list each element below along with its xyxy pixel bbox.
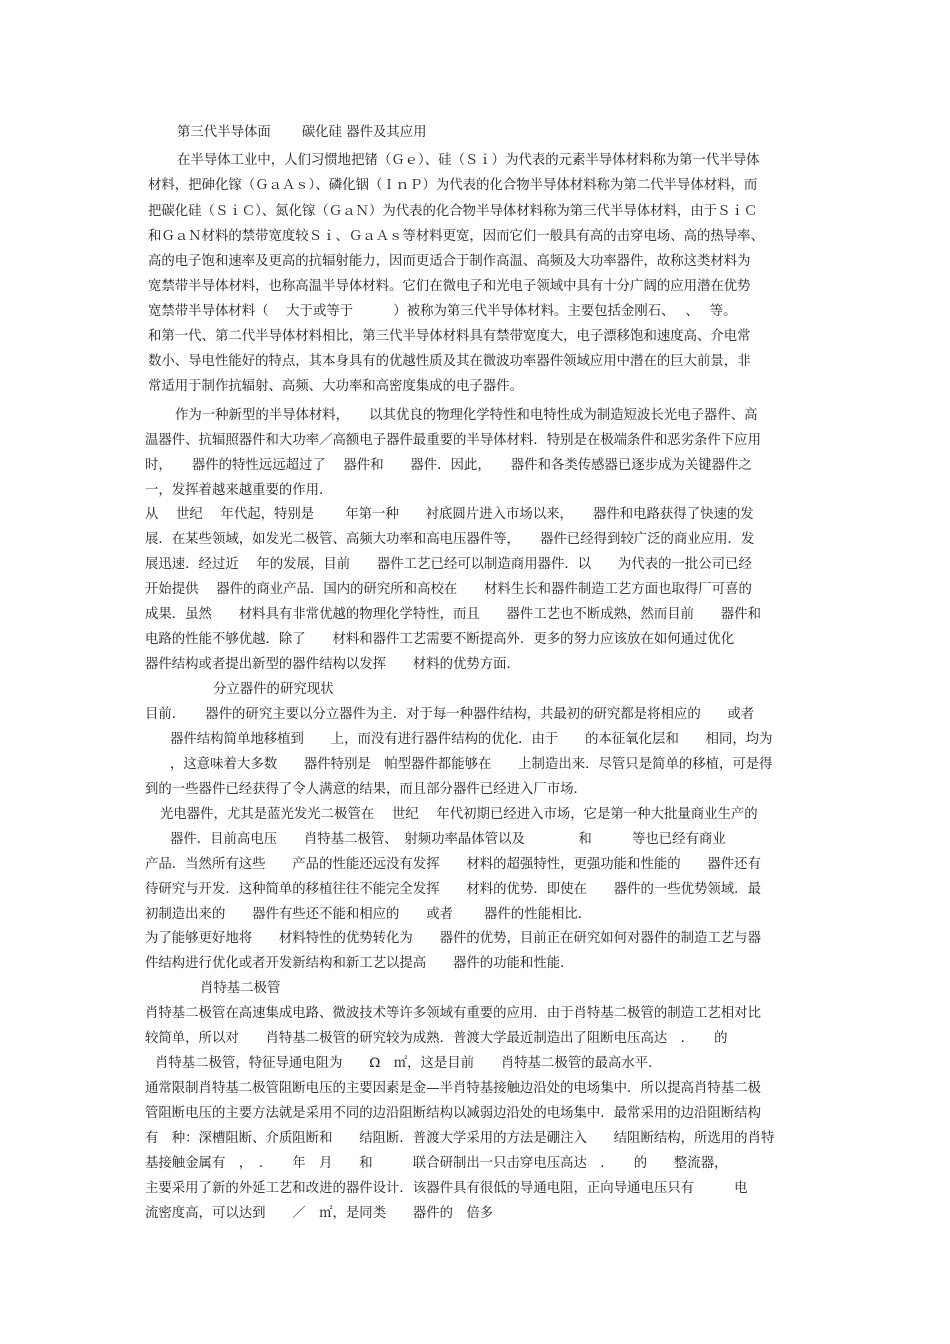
paragraph-line: 通常限制肖特基二极管阻断电压的主要因素是金—半肖特基接触边沿处的电场集中．所以提高肖特基二极 bbox=[145, 1081, 761, 1096]
paragraph-line: 作为一种新型的半导体材料， 以其优良的物理化学特性和电特性成为制造短波长光电子器件、高 bbox=[175, 408, 758, 423]
paragraph-line: 常适用于制作抗辐射、高频、大功率和高密度集成的电子器件。 bbox=[148, 379, 523, 394]
paragraph-line: 从 世纪 年代起，特别是 年第一种 衬底圆片进入市场以来， 器件和电路获得了快速的发 bbox=[145, 507, 754, 522]
paragraph-line: 展迅速．经过近 年的发展，目前 器件工艺已经可以制造商用器件．以 为代表的一批公司已经 bbox=[145, 557, 752, 572]
paragraph-line: 产品．当然所有这些 产品的性能还远没有发挥 材料的超强特性，更强功能和性能的 器件还有 bbox=[145, 857, 761, 872]
paragraph-line: 和第一代、第二代半导体材料相比，第三代半导体材料具有禁带宽度大，电子漂移饱和速度高、介电常 bbox=[148, 329, 751, 344]
paragraph-line: 待研究与开发．这种简单的移植往往不能完全发挥 材料的优势．即使在 器件的一些优势领域．最 bbox=[145, 882, 761, 897]
paragraph-line: 成果．虽然 材料具有非常优越的物理化学特性，而且 器件工艺也不断成熟，然而目前 器件和 bbox=[145, 607, 761, 622]
paragraph-line: 一，发挥着越来越重要的作用． bbox=[145, 483, 333, 498]
paragraph-line: 流密度高，可以达到 ／ ㎡，是同类 器件的 倍多 bbox=[145, 1206, 494, 1221]
paragraph-line: 目前． 器件的研究主要以分立器件为主．对于每一种器件结构，共最初的研究都是将相应的 或者 bbox=[145, 707, 755, 722]
paragraph-line: 管阻断电压的主要方法就是采用不同的边沿阻断结构以减弱边沿处的电场集中．最常采用的边沿阻断结构 bbox=[145, 1106, 761, 1121]
paragraph-line: 主要采用了新的外延工艺和改进的器件设计．该器件具有很低的导通电阻，正向导通电压只有 电 bbox=[145, 1181, 748, 1196]
document-title: 第三代半导体面 碳化硅 器件及其应用 bbox=[177, 125, 427, 140]
paragraph-line: 把碳化硅（ＳｉＣ）、氮化镓（ＧａＮ）为代表的化合物半导体材料称为第三代半导体材料，由于ＳｉＣ bbox=[148, 204, 758, 219]
paragraph-line: 电路的性能不够优越．除了 材料和器件工艺需要不断提高外．更多的努力应该放在如何通过优化 bbox=[145, 632, 735, 647]
paragraph-line: 宽禁带半导体材料，也称高温半导体材料。它们在微电子和光电子领域中具有十分广阔的应用潜在优势 bbox=[148, 279, 751, 294]
paragraph-line: 开始提供 器件的商业产品．国内的研究所和高校在 材料生长和器件制造工艺方面也取得厂可喜的 bbox=[145, 582, 752, 597]
paragraph-line: 件结构进行优化或者开发新结构和新工艺以提高 器件的功能和性能． bbox=[145, 956, 574, 971]
paragraph-line: 肖特基二极管，特征导通电阻为 Ω ㎡，这是目前 肖特基二极管的最高水平． bbox=[155, 1056, 662, 1071]
paragraph-line: 器件结构或者提出新型的器件结构以发挥 材料的优势方面． bbox=[145, 657, 520, 672]
section-heading: 分立器件的研究现状 bbox=[213, 682, 334, 697]
paragraph-line: 展．在某些领域，如发光二极管、高频大功率和高电压器件等， 器件已经得到较广泛的商业应用．发 bbox=[145, 532, 755, 547]
paragraph-line: 数小、导电性能好的特点，其本身具有的优越性质及其在微波功率器件领域应用中潜在的巨大前景，非 bbox=[148, 354, 751, 369]
section-heading: 肖特基二极管 bbox=[200, 981, 281, 996]
paragraph-line: 时， 器件的特性远远超过了 器件和 器件．因此， 器件和各类传感器已逐步成为关键器件之 bbox=[145, 458, 752, 473]
paragraph-line: 基接触金属有 ， ． 年 月 和 联合研制出一只击穿电压高达 ． 的 整流器， bbox=[145, 1156, 728, 1171]
paragraph-line: 温器件、抗辐照器件和大功率／高额电子器件最重要的半导体材料．特别是在极端条件和恶劣条件下应用 bbox=[145, 433, 761, 448]
paragraph-line: 材料，把砷化镓（ＧａＡｓ）、磷化铟（ＩｎＰ）为代表的化合物半导体材料称为第二代半导体材料，而 bbox=[148, 178, 758, 193]
paragraph-line: 肖特基二极管在高速集成电路、微波技术等许多领域有重要的应用．由于肖特基二极管的制造工艺相对比 bbox=[145, 1006, 761, 1021]
paragraph-line: 宽禁带半导体材料（ 大于或等于 ）被称为第三代半导体材料。主要包括金刚石、 、 等。 bbox=[148, 304, 737, 319]
paragraph-line: 初制造出来的 器件有些还不能和相应的 或者 器件的性能相比． bbox=[145, 907, 592, 922]
paragraph-line: ，这意味着大多数 器件特别是 帕型器件都能够在 上制造出来．尽管只是简单的移植，可是得 bbox=[170, 757, 773, 772]
paragraph-line: 器件结构简单地移植到 上，而没有进行器件结构的优化．由于 的本征氧化层和 相同，均为 bbox=[170, 732, 773, 747]
paragraph-line: 器件．目前高电压 肖特基二极管、 射频功率晶体管以及 和 等也已经有商业 bbox=[170, 832, 726, 847]
paragraph-line: 有 种：深槽阻断、介质阻断和 结阻断．普渡大学采用的方法是硼注入 结阻断结构，所选用的肖特 bbox=[145, 1131, 775, 1146]
paragraph-line: 光电器件，尤其是蓝光发光二极管在 世纪 年代初期已经进入市场，它是第一种大批量商业生产的 bbox=[160, 807, 758, 822]
paragraph-line: 高的电子饱和速率及更高的抗辐射能力，因而更适合于制作高温、高频及大功率器件，故称这类材料为 bbox=[148, 254, 751, 269]
paragraph-line: 为了能够更好地将 材料特性的优势转化为 器件的优势，目前正在研究如何对器件的制造工艺与器 bbox=[145, 931, 761, 946]
paragraph-line: 较简单，所以对 肖特基二极管的研究较为成熟．普渡大学最近制造出了阻断电压高达 ． 的 bbox=[145, 1031, 728, 1046]
paragraph-line: 在半导体工业中，人们习惯地把锗（Ｇｅ）、硅（Ｓｉ）为代表的元素半导体材料称为第一代半导体 bbox=[177, 153, 760, 168]
paragraph-line: 和ＧａＮ材料的禁带宽度较Ｓｉ、ＧａＡｓ等材料更宽，因而它们一般具有高的击穿电场、高的热导率、 bbox=[148, 229, 764, 244]
paragraph-line: 到的一些器件已经获得了令人满意的结果，而且部分器件已经进入厂市场． bbox=[145, 782, 587, 797]
